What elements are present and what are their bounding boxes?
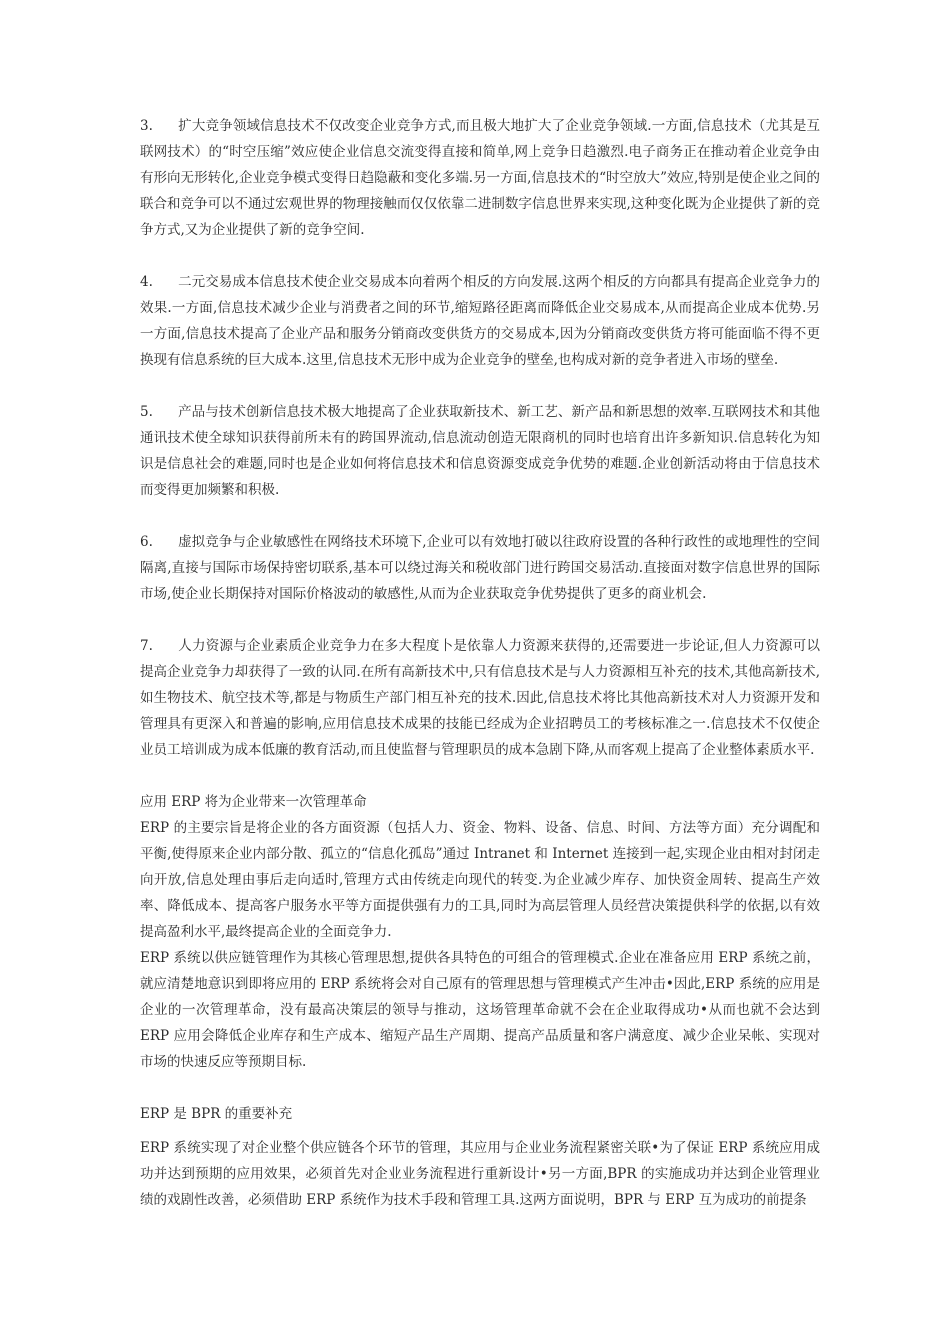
item-number: 5.: [140, 404, 153, 420]
item-number: 6.: [140, 534, 153, 550]
paragraph-text: 扩大竞争领域信息技术不仅改变企业竞争方式,而且极大地扩大了企业竞争领域.一方面,信息技术（尤其是互联网技术）的“时空压缩”效应使企业信息交流变得直接和简单,网上竞争日趋激烈.电子商务正在推动着企业竞争由有形向无形转化,企业竞争模式变得日趋隐蔽和变化多端.另一方面,信息技术的“时空放大”效应,特别是使企业之间的联合和竞争可以不通过宏观世界的物理接触而仅仅依靠二进制数字信息世界来实现,这种变化既为企业提供了新的竞争方式,又为企业提供了新的竞争空间.: [140, 118, 820, 238]
section-heading-erp-revolution: 应用 ERP 将为企业带来一次管理革命: [140, 794, 367, 810]
erp-paragraph-1: ERP 的主要宗旨是将企业的各方面资源（包括人力、资金、物料、设备、信息、时间、方法等方面）充分调配和平衡,使得原来企业内部分散、孤立的“信息化孤岛”通过 Intranet 和 Internet 连接到一起,实现企业由相对封闭走向开放,信息处理由事后走向适时,管理方式由传统走向现代的转变.为企业减少库存、加快资金周转、提高生产效率、降低成本、提高客户服务水平等方面提供强有力的工具,同时为高层管理人员经营决策提供科学的依据,以有效提高盈利水平,最终提高企业的全面竞争力.: [140, 820, 820, 940]
paragraph-text: 产品与技术创新信息技术极大地提高了企业获取新技术、新工艺、新产品和新思想的效率.互联网技术和其他通讯技术使全球知识获得前所未有的跨国界流动,信息流动创造无限商机的同时也培育出许多新知识.信息转化为知识是信息社会的难题,同时也是企业如何将信息技术和信息资源变成竞争优势的难题.企业创新活动将由于信息技术而变得更加频繁和积极.: [140, 404, 820, 498]
numbered-paragraph-6: [140, 529, 820, 607]
paragraph-text: 二元交易成本信息技术使企业交易成本向着两个相反的方向发展.这两个相反的方向都具有提高企业竞争力的效果.一方面,信息技术减少企业与消费者之间的环节,缩短路径距离而降低企业交易成本,从而提高企业成本优势.另一方面,信息技术提高了企业产品和服务分销商改变供货方的交易成本,因为分销商改变供货方将可能面临不得不更换现有信息系统的巨大成本.这里,信息技术无形中成为企业竞争的壁垒,也构成对新的竞争者进入市场的壁垒.: [140, 274, 820, 368]
numbered-paragraph-3: [140, 113, 820, 243]
paragraph-text: 虚拟竞争与企业敏感性在网络技术环境下,企业可以有效地打破以往政府设置的各种行政性的或地理性的空间隔离,直接与国际市场保持密切联系,基本可以绕过海关和税收部门进行跨国交易活动.直接面对数字信息世界的国际市场,使企业长期保持对国际价格波动的敏感性,从而为企业获取竞争优势提供了更多的商业机会.: [140, 534, 820, 602]
paragraph-text: 人力资源与企业素质企业竞争力在多大程度卜是依靠人力资源来获得的,还需要进一步论证,但人力资源可以提高企业竞争力却获得了一致的认同.在所有高新技术中,只有信息技术是与人力资源相互补充的技术,其他高新技术,如生物技术、航空技术等,都是与物质生产部门相互补充的技术.因此,信息技术将比其他高新技术对人力资源开发和管理具有更深入和普遍的影响,应用信息技术成果的技能已经成为企业招聘员工的考核标准之一.信息技术不仅使企业员工培训成为成本低廉的教育活动,而且使监督与管理职员的成本急剧下降,从而客观上提高了企业整体素质水平.: [140, 638, 820, 758]
numbered-paragraph-5: [140, 399, 820, 503]
item-number: 4.: [140, 274, 153, 290]
item-number: 3.: [140, 118, 153, 134]
numbered-paragraph-4: [140, 269, 820, 373]
document-body: [140, 113, 820, 1213]
bpr-paragraph-1: ERP 系统实现了对企业整个供应链各个环节的管理，其应用与企业业务流程紧密关联•为了保证 ERP 系统应用成功并达到预期的应用效果，必须首先对企业业务流程进行重新设计•另一方面,BPR 的实施成功并达到企业管理业绩的戏剧性改善，必须借助 ERP 系统作为技术手段和管理工具.这两方面说明，BPR 与 ERP 互为成功的前提条: [140, 1140, 820, 1208]
item-number: 7.: [140, 638, 153, 654]
section-heading-erp-bpr: ERP 是 BPR 的重要补充: [140, 1106, 293, 1122]
numbered-paragraph-7: [140, 633, 820, 763]
erp-paragraph-2: ERP 系统以供应链管理作为其核心管理思想,提供各具特色的可组合的管理模式.企业在准备应用 ERP 系统之前，就应清楚地意识到即将应用的 ERP 系统将会对自己原有的管理思想与管理模式产生冲击•因此,ERP 系统的应用是企业的一次管理革命，没有最高决策层的领导与推动，这场管理革命就不会在企业取得成功•从而也就不会达到 ERP 应用会降低企业库存和生产成本、缩短产品生产周期、提高产品质量和客户满意度、减少企业呆帐、实现对市场的快速反应等预期目标.: [140, 950, 820, 1070]
